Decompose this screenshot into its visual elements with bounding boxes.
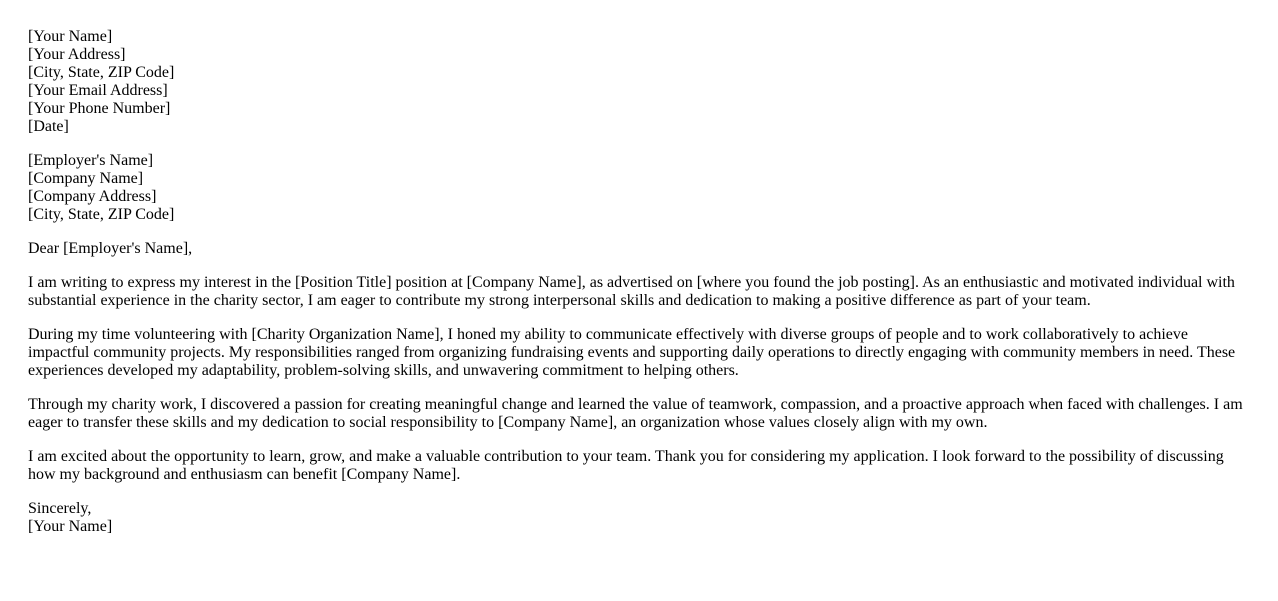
sender-address: [Your Address] [28,46,126,63]
sender-block [28,28,1250,136]
signature-name: [Your Name] [28,518,113,535]
recipient-block [28,152,1250,224]
sender-phone: [Your Phone Number] [28,100,171,117]
body-paragraph-closing: I am excited about the opportunity to learn, grow, and make a valuable contribution to your team. Thank you for considering my application. I look forward to the possibility of discussing how my background and enthusiasm can benefit [Company Name]. [28,448,1224,483]
salutation: Dear [Employer's Name], [28,240,193,257]
body-paragraph-passion: Through my charity work, I discovered a passion for creating meaningful change and learned the value of teamwork, compassion, and a proactive approach when faced with challenges. I am eager to transfer these skills and my dedication to social responsibility to [Company Name], an organization whose values closely align with my own. [28,396,1243,431]
sender-email: [Your Email Address] [28,82,168,99]
sender-name: [Your Name] [28,28,113,45]
recipient-company: [Company Name] [28,170,144,187]
cover-letter [28,28,1250,552]
sender-city-state-zip: [City, State, ZIP Code] [28,64,175,81]
recipient-address: [Company Address] [28,188,157,205]
recipient-city-state-zip: [City, State, ZIP Code] [28,206,175,223]
recipient-name: [Employer's Name] [28,152,154,169]
valediction: Sincerely, [28,500,92,517]
body-paragraph-experience: During my time volunteering with [Charity Organization Name], I honed my ability to communicate effectively with diverse groups of people and to work collaboratively to achieve impactful community projects. My responsibilities ranged from organizing fundraising events and supporting daily operations to directly engaging with community members in need. These experiences developed my adaptability, problem-solving skills, and unwavering commitment to helping others. [28,326,1236,379]
letter-date: [Date] [28,118,69,135]
body-paragraph-intro: I am writing to express my interest in the [Position Title] position at [Company Name], as advertised on [where you found the job posting]. As an enthusiastic and motivated individual with substantial experience in the charity sector, I am eager to contribute my strong interpersonal skills and dedication to making a positive difference as part of your team. [28,274,1235,309]
signature-block [28,500,1250,536]
